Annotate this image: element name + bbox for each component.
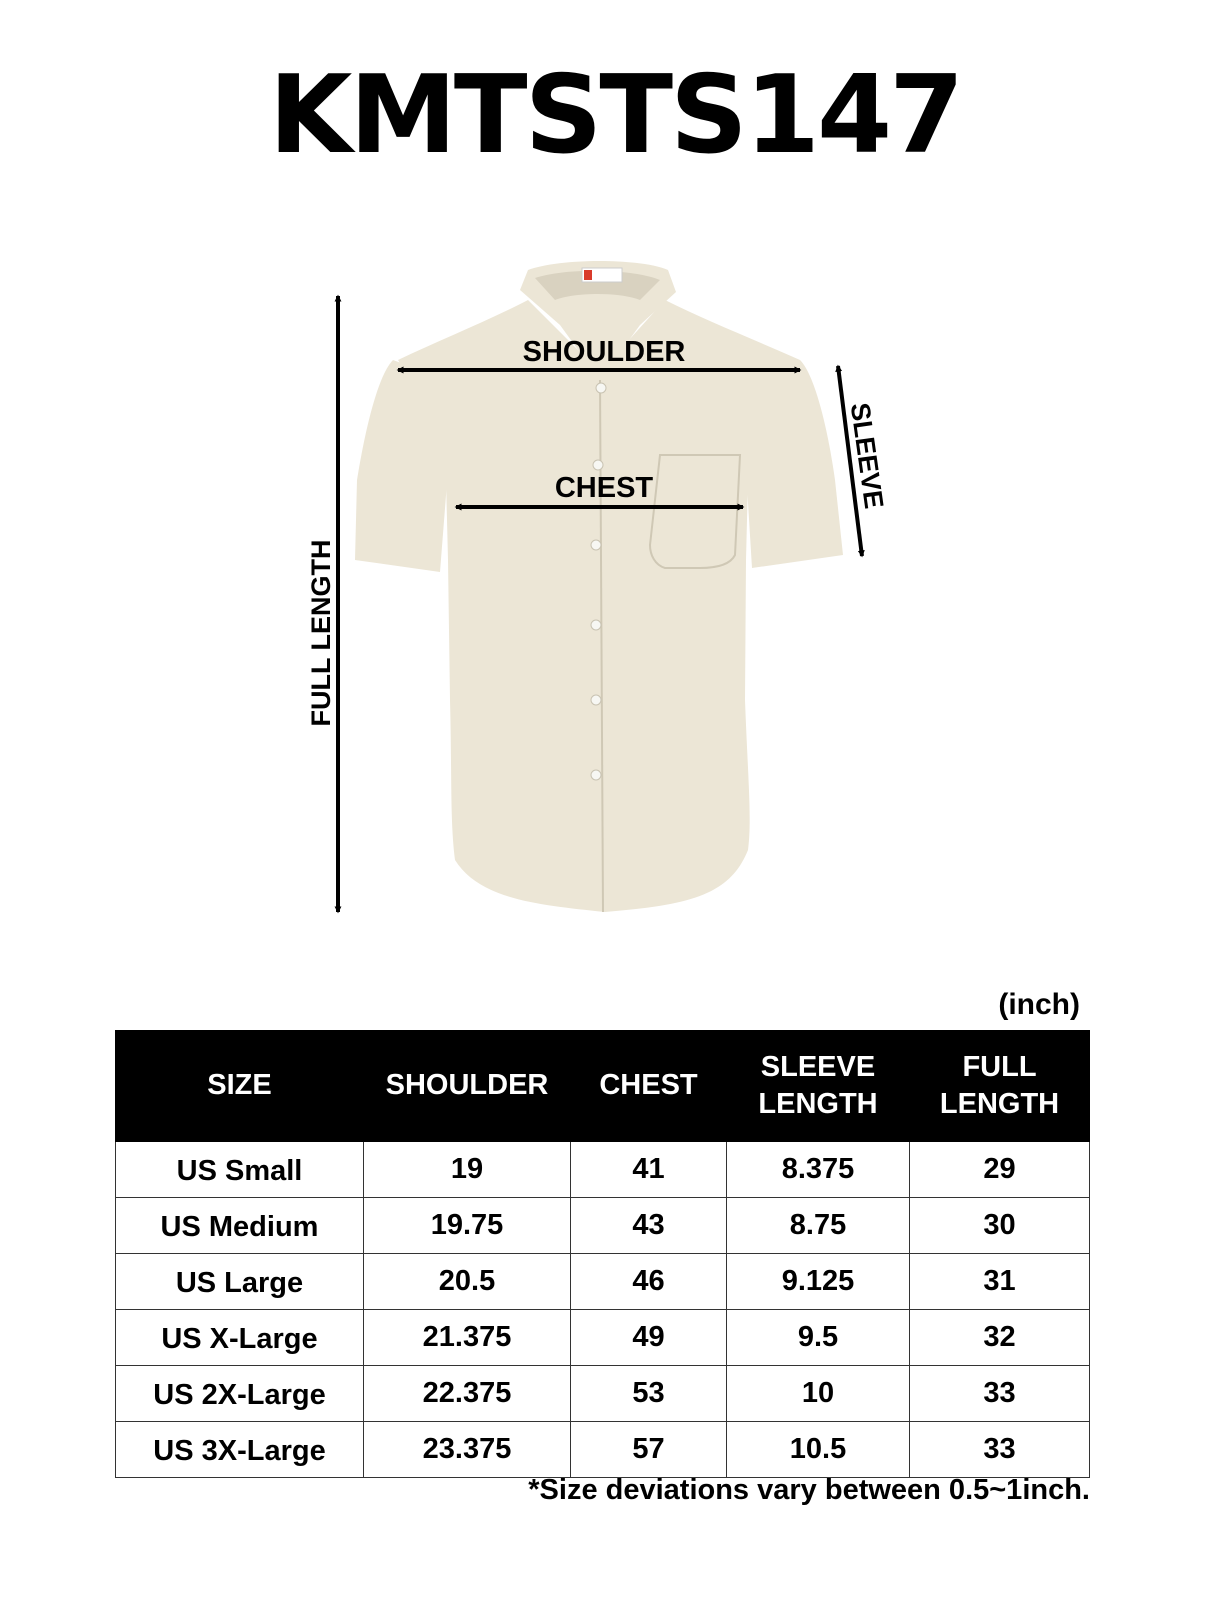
table-row: [116, 1142, 1090, 1198]
column-header-line: SLEEVE: [760, 1050, 876, 1083]
measurement-cell: 30: [910, 1198, 1090, 1254]
measurement-cell: 29: [910, 1142, 1090, 1198]
column-header: [910, 1031, 1090, 1142]
column-header: [364, 1031, 571, 1142]
measurement-cell: 43: [571, 1198, 727, 1254]
measurement-cell: 20.5: [364, 1254, 571, 1310]
measurement-cell: 10.5: [727, 1422, 910, 1478]
size-cell: US Medium: [116, 1198, 364, 1254]
unit-label: (inch): [998, 988, 1080, 1021]
measurement-cell: 32: [910, 1310, 1090, 1366]
size-cell: US X-Large: [116, 1310, 364, 1366]
measurement-cell: 57: [571, 1422, 727, 1478]
measurement-cell: 22.375: [364, 1366, 571, 1422]
shoulder-label: SHOULDER: [522, 336, 686, 368]
measurement-cell: 19: [364, 1142, 571, 1198]
measurement-cell: 8.75: [727, 1198, 910, 1254]
column-header-line: SHOULDER: [385, 1069, 549, 1102]
column-header-line: LENGTH: [939, 1088, 1060, 1120]
sleeve-label: SLEEVE: [844, 400, 890, 511]
measurement-cell: 41: [571, 1142, 727, 1198]
chest-label: CHEST: [554, 472, 654, 504]
measurement-cell: 53: [571, 1366, 727, 1422]
measurement-cell: 10: [727, 1366, 910, 1422]
table-row: [116, 1422, 1090, 1478]
measurement-cell: 31: [910, 1254, 1090, 1310]
measurement-cell: 49: [571, 1310, 727, 1366]
measurement-cell: 9.125: [727, 1254, 910, 1310]
column-header-line: CHEST: [599, 1069, 698, 1102]
table-row: [116, 1198, 1090, 1254]
column-header-line: FULL: [962, 1050, 1037, 1083]
column-header: [571, 1031, 727, 1142]
size-cell: US 3X-Large: [116, 1422, 364, 1478]
measurement-cell: 21.375: [364, 1310, 571, 1366]
measurement-cell: 19.75: [364, 1198, 571, 1254]
column-header: [727, 1031, 910, 1142]
full-length-label: FULL LENGTH: [306, 539, 336, 727]
size-cell: US Small: [116, 1142, 364, 1198]
table-header-row: [116, 1031, 1090, 1142]
column-header-line: LENGTH: [758, 1088, 878, 1120]
measurement-cell: 9.5: [727, 1310, 910, 1366]
size-deviation-note: *Size deviations vary between 0.5~1inch.: [528, 1474, 1090, 1506]
product-code-title: KMTSTS147: [268, 53, 962, 178]
table-body: [116, 1142, 1090, 1478]
measurement-cell: 33: [910, 1366, 1090, 1422]
table-row: [116, 1254, 1090, 1310]
size-cell: US 2X-Large: [116, 1366, 364, 1422]
column-header: [116, 1031, 364, 1142]
table-row: [116, 1366, 1090, 1422]
size-cell: US Large: [116, 1254, 364, 1310]
column-header-line: SIZE: [207, 1069, 272, 1102]
size-chart-table: [115, 1030, 1090, 1478]
measurement-cell: 8.375: [727, 1142, 910, 1198]
table-row: [116, 1310, 1090, 1366]
measurement-cell: 46: [571, 1254, 727, 1310]
measurement-cell: 33: [910, 1422, 1090, 1478]
measurement-cell: 23.375: [364, 1422, 571, 1478]
